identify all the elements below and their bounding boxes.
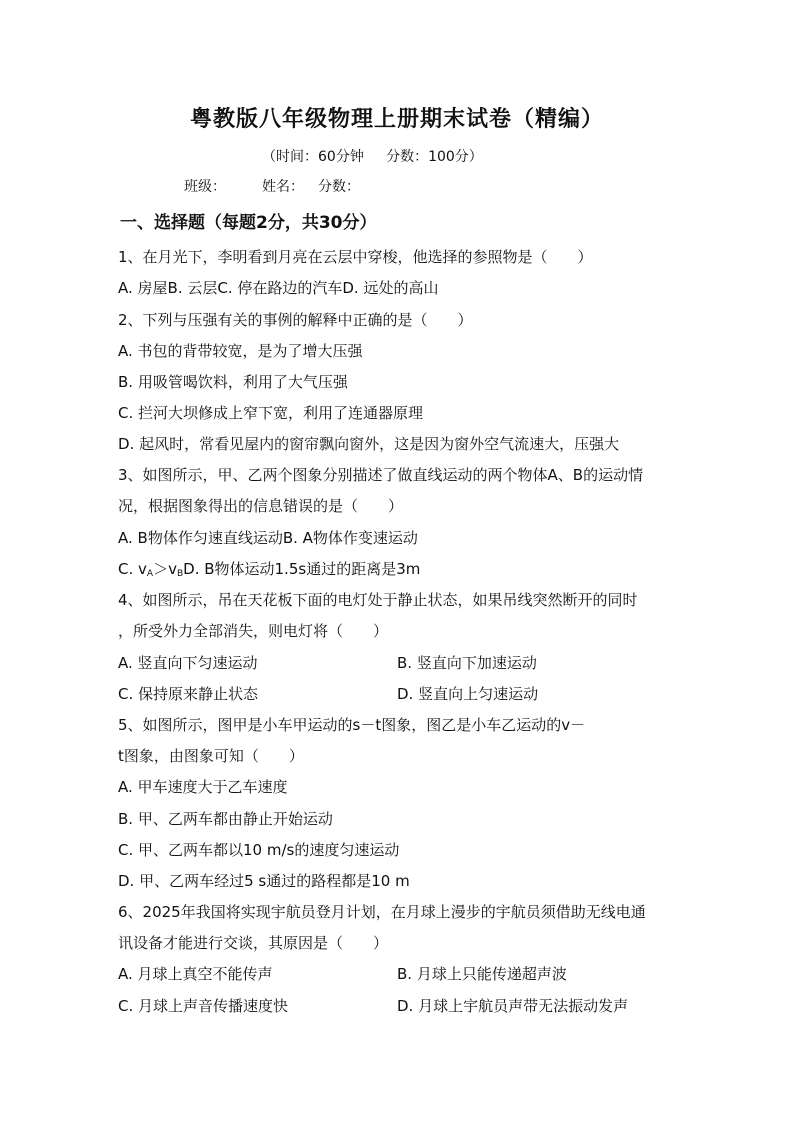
- question-1-stem: 1、在月光下，李明看到月亮在云层中穿梭，他选择的参照物是（ ）: [118, 248, 593, 266]
- question-3-stem-line1: 3、如图所示，甲、乙两个图象分别描述了做直线运动的两个物体A、B的运动情: [118, 466, 644, 484]
- question-4-option-b: B. 竖直向下加速运动: [397, 654, 537, 672]
- q3-sub-b: B: [176, 569, 184, 579]
- question-6-option-a: A. 月球上真空不能传声: [118, 965, 273, 983]
- page-title: 粤教版八年级物理上册期末试卷（精编）: [189, 106, 604, 132]
- q3-c-prefix: C. v: [118, 560, 147, 578]
- question-3-options-ab: A. B物体作匀速直线运动B. A物体作变速运动: [118, 529, 418, 547]
- q3-gt: ＞v: [153, 560, 177, 578]
- question-4-option-a: A. 竖直向下匀速运动: [118, 654, 258, 672]
- question-3-options-cd: [118, 559, 420, 584]
- question-5-option-a: A. 甲车速度大于乙车速度: [118, 778, 288, 796]
- question-5-option-b: B. 甲、乙两车都由静止开始运动: [118, 810, 333, 828]
- question-2-stem: 2、下列与压强有关的事例的解释中正确的是（ ）: [118, 311, 473, 329]
- question-5-stem-line1: 5、如图所示，图甲是小车甲运动的s－t图象，图乙是小车乙运动的v－: [118, 716, 586, 734]
- section-heading: 一、选择题（每题2分，共30分）: [120, 213, 377, 233]
- q3-sub-a: A: [146, 569, 154, 579]
- question-6-stem-line2: 讯设备才能进行交谈，其原因是（ ）: [118, 934, 389, 952]
- time-score-info: （时间：60分钟 分数：100分）: [262, 149, 483, 165]
- question-4-option-d: D. 竖直向上匀速运动: [397, 685, 539, 703]
- question-2-option-b: B. 用吸管喝饮料，利用了大气压强: [118, 373, 348, 391]
- question-6-option-d: D. 月球上宇航员声带无法振动发声: [397, 997, 629, 1015]
- q3-rest: D. B物体运动1.5s通过的距离是3m: [183, 560, 421, 578]
- question-6-option-c: C. 月球上声音传播速度快: [118, 997, 289, 1015]
- class-label: 班级：: [184, 179, 226, 195]
- question-5-stem-line2: t图象，由图象可知（ ）: [118, 747, 304, 765]
- name-label: 姓名：: [262, 179, 304, 195]
- question-4-option-c: C. 保持原来静止状态: [118, 685, 259, 703]
- question-6-option-b: B. 月球上只能传递超声波: [397, 965, 567, 983]
- question-2-option-a: A. 书包的背带较宽，是为了增大压强: [118, 342, 363, 360]
- score-label: 分数：: [318, 179, 360, 195]
- question-4-stem-line2: ，所受外力全部消失，则电灯将（ ）: [118, 622, 389, 640]
- question-4-stem-line1: 4、如图所示，吊在天花板下面的电灯处于静止状态，如果吊线突然断开的同时: [118, 591, 638, 609]
- question-6-stem-line1: 6、2025年我国将实现宇航员登月计划，在月球上漫步的宇航员须借助无线电通: [118, 903, 646, 921]
- question-1-options: A. 房屋B. 云层C. 停在路边的汽车D. 远处的高山: [118, 279, 439, 297]
- question-5-option-d: D. 甲、乙两车经过5 s通过的路程都是10 m: [118, 872, 410, 890]
- question-3-stem-line2: 况，根据图象得出的信息错误的是（ ）: [118, 497, 404, 515]
- question-2-option-d: D. 起风时，常看见屋内的窗帘飘向窗外，这是因为窗外空气流速大，压强大: [118, 435, 620, 453]
- question-5-option-c: C. 甲、乙两车都以10 m/s的速度匀速运动: [118, 841, 400, 859]
- question-2-option-c: C. 拦河大坝修成上窄下宽，利用了连通器原理: [118, 404, 424, 422]
